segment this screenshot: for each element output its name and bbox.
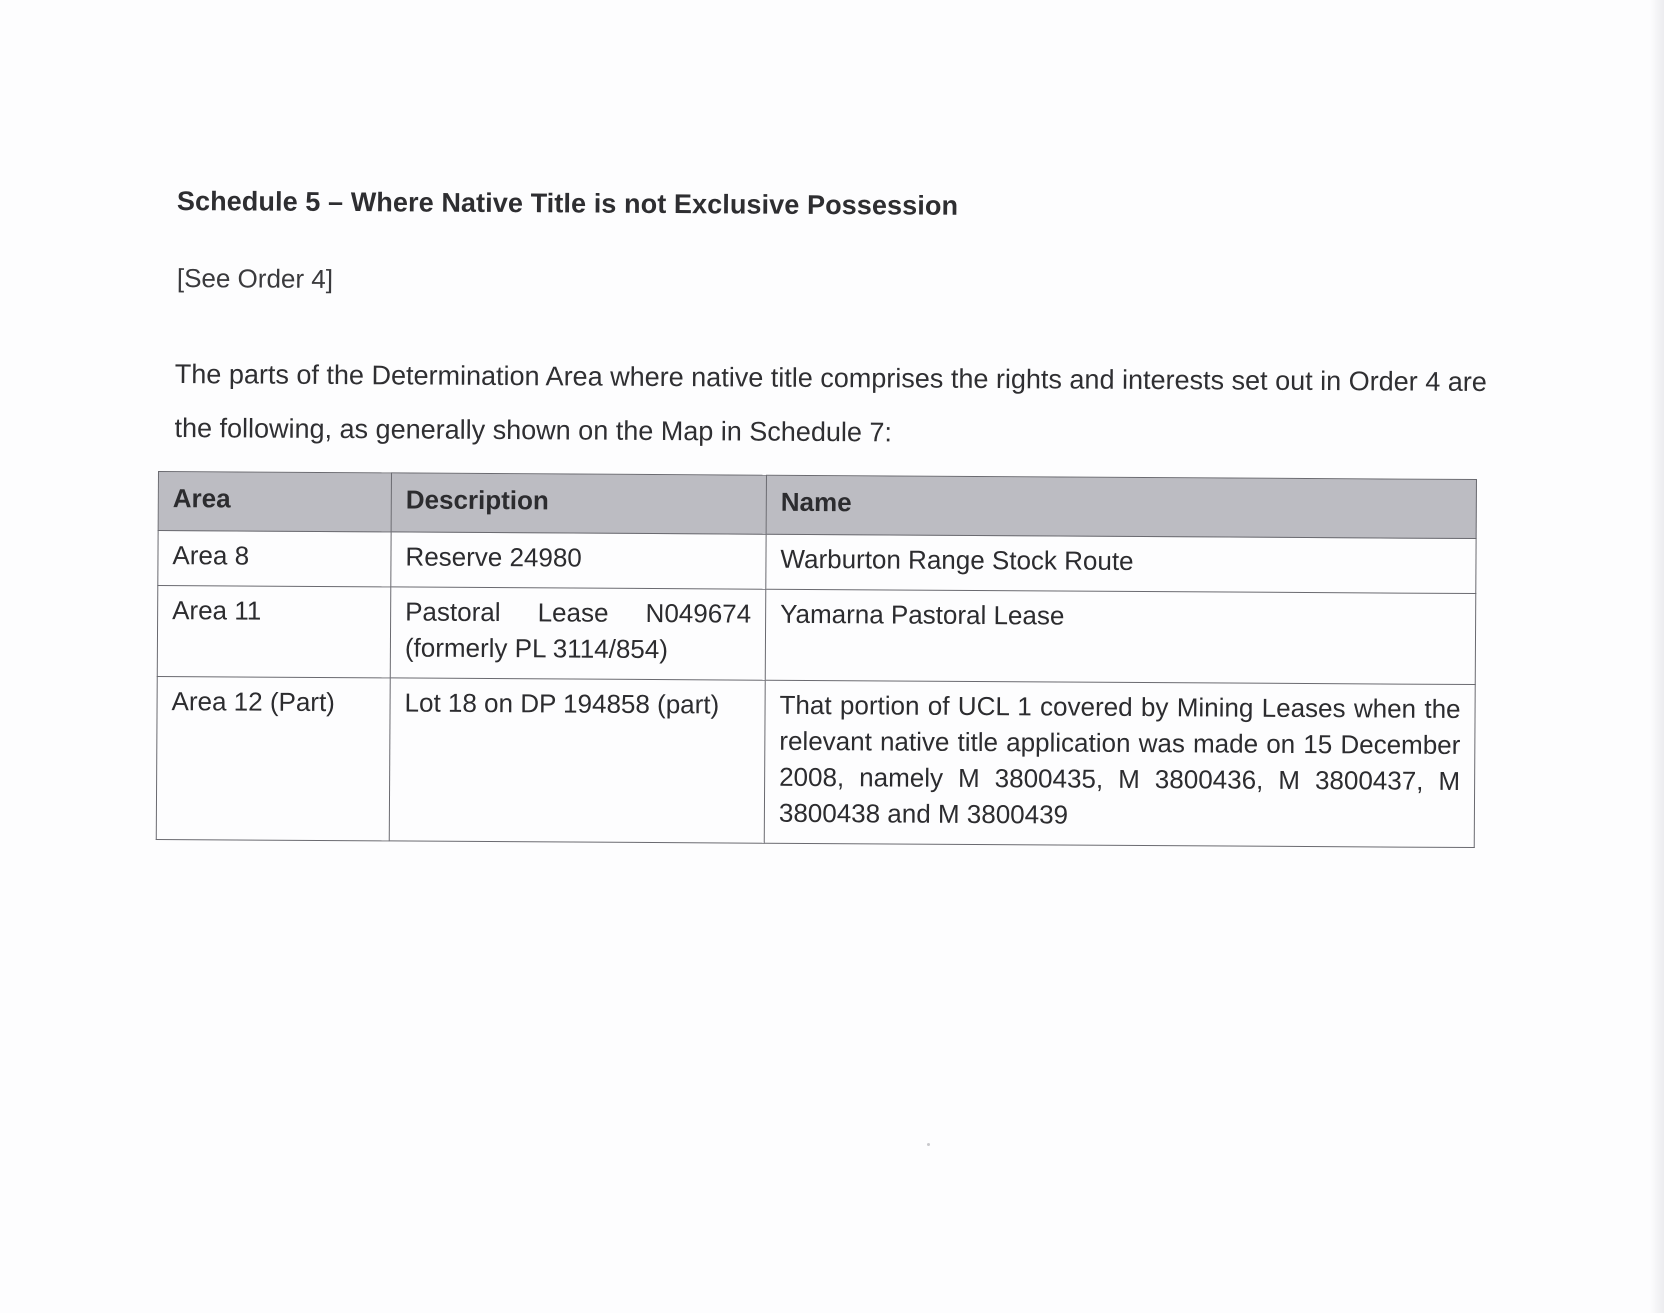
table-header-row (158, 472, 1476, 539)
table-row (158, 531, 1476, 594)
table-row (157, 586, 1476, 685)
cell-name: That portion of UCL 1 covered by Mining Leases when the relevant native title application was made on 15 December 2008, namely M 3800435, M 3800436, M 3800437, M 3800438 and M 3800439 (764, 680, 1475, 847)
scan-speck (927, 1143, 930, 1146)
cell-area: Area 8 (158, 531, 391, 587)
schedule-table (156, 471, 1477, 848)
schedule-table-container (156, 471, 1476, 848)
table-row (156, 676, 1475, 847)
cell-name: Warburton Range Stock Route (766, 534, 1476, 593)
column-header-area: Area (158, 472, 391, 532)
cell-description: Pastoral Lease N049674 (formerly PL 3114/854) (390, 587, 766, 680)
cell-name: Yamarna Pastoral Lease (765, 589, 1476, 684)
cell-area: Area 12 (Part) (156, 676, 390, 840)
order-reference: [See Order 4] (176, 263, 334, 294)
scan-edge-shadow (1650, 0, 1664, 1313)
cell-description: Lot 18 on DP 194858 (part) (389, 678, 765, 843)
cell-description: Reserve 24980 (391, 532, 766, 589)
schedule-heading: Schedule 5 – Where Native Title is not Exclusive Possession (176, 186, 959, 221)
column-header-description: Description (391, 473, 766, 534)
cell-area: Area 11 (157, 586, 391, 678)
intro-paragraph: The parts of the Determination Area where native title comprises the rights and interests set out in Order 4 are the following, as generally shown on the Map in Schedule 7: (174, 358, 1487, 448)
column-header-name: Name (766, 475, 1476, 538)
